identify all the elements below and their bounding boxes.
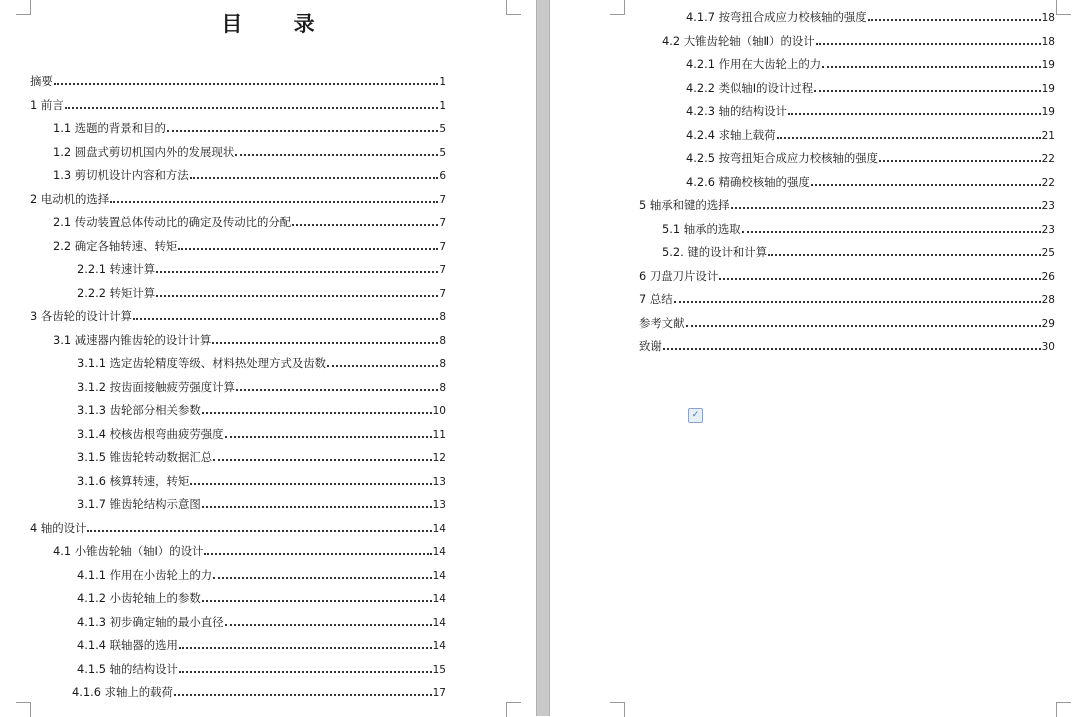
toc-entry[interactable] [639,30,1055,54]
toc-leader-dots [190,483,431,485]
toc-entry-label: 4.1 小锥齿轮轴（轴Ⅰ）的设计 [53,544,204,558]
toc-entry[interactable] [30,376,446,400]
toc-leader-dots [811,184,1041,186]
toc-leader-dots [236,389,438,391]
toc-page-number: 1 [439,76,446,88]
toc-page-number: 13 [432,499,446,511]
toc-page-number: 6 [439,170,446,182]
toc-entry[interactable] [639,265,1055,289]
toc-entry-label: 3.1 减速器内锥齿轮的设计计算 [53,332,212,347]
toc-page-number: 14 [432,546,446,558]
toc-entry-label: 4.2.2 类似轴Ⅰ的设计过程 [686,80,814,95]
toc-entry-label: 3.1.2 按齿面接触疲劳强度计算 [77,379,235,394]
toc-leader-dots [178,248,438,250]
toc-page-number: 19 [1041,106,1055,118]
crop-mark [1056,702,1071,717]
toc-page-number: 30 [1041,341,1055,353]
toc-entry[interactable] [30,282,446,306]
toc-title: 目 录 [221,12,337,36]
toc-entry-label: 3.1.5 锥齿轮转动数据汇总 [77,450,213,464]
toc-entry[interactable] [30,211,446,235]
toc-page-number: 19 [1041,59,1055,71]
toc-entry-label: 3.1.4 校核齿根弯曲疲劳强度 [77,426,224,441]
toc-entry[interactable] [639,6,1055,30]
toc-entry-label: 4.1.6 求轴上的载荷 [72,685,173,699]
toc-entry[interactable] [30,235,446,259]
toc-leader-dots [225,624,432,626]
toc-entry-label: 4.2.6 精确校核轴的强度 [686,174,810,189]
toc-page-number: 7 [439,264,446,276]
toc-leader-dots [133,318,438,320]
toc-leader-dots [816,43,1041,45]
toc-entry-label: 1.3 剪切机设计内容和方法 [53,168,189,182]
toc-leader-dots [156,295,438,297]
toc-entry[interactable] [30,399,446,423]
toc-entry-label: 参考文献 [639,315,685,330]
toc-entry[interactable] [639,241,1055,265]
toc-entry[interactable] [30,258,446,282]
toc-page-number: 15 [432,663,446,676]
toc-entry-label: 7 总结 [639,292,673,306]
toc-entry[interactable] [639,335,1055,359]
toc-page-number: 14 [432,593,446,605]
toc-entry-label: 1.2 圆盘式剪切机国内外的发展现状 [53,144,235,159]
toc-entry[interactable] [30,188,446,212]
toc-page-number: 13 [432,475,446,488]
toc-leader-dots [179,671,432,673]
toc-entry-label: 4 轴的设计 [30,520,87,535]
document-page-left [0,0,536,716]
toc-entry-label: 4.2.5 按弯扭矩合成应力校核轴的强度 [686,151,879,165]
document-page-right [550,0,1084,716]
toc-entry[interactable] [30,117,446,141]
toc-page-number: 29 [1041,317,1055,330]
toc-page-number: 8 [439,358,446,370]
toc-leader-dots [868,19,1041,21]
toc-page-number: 7 [439,193,446,206]
toc-list-right [639,6,1055,359]
toc-entry[interactable] [30,94,446,118]
toc-page-number: 7 [439,287,446,300]
toc-entry-label: 6 刀盘刀片设计 [639,268,719,283]
toc-leader-dots [235,154,438,156]
toc-leader-dots [179,647,432,649]
toc-page-number: 8 [439,381,446,394]
toc-entry[interactable] [30,681,446,705]
toc-entry-label: 致谢 [639,339,662,353]
toc-entry-label: 1.1 选题的背景和目的 [53,121,166,135]
toc-entry[interactable] [30,540,446,564]
toc-entry[interactable] [639,124,1055,148]
toc-entry[interactable] [30,611,446,635]
toc-entry[interactable] [30,446,446,470]
page-gutter [536,0,550,716]
toc-leader-dots [788,113,1041,115]
toc-entry-label: 2.2.2 转矩计算 [77,285,156,300]
toc-page-number: 1 [439,99,446,112]
toc-entry-label: 3.1.1 选定齿轮精度等级、材料热处理方式及齿数 [77,356,327,370]
toc-page-number: 28 [1041,294,1055,306]
toc-entry[interactable] [30,658,446,682]
toc-entry[interactable] [639,171,1055,195]
crop-mark [1056,0,1071,15]
toc-entry-label: 4.2.4 求轴上载荷 [686,127,776,142]
toc-entry-label: 1 前言 [30,97,64,112]
toc-page-number: 8 [439,311,446,323]
toc-entry-label: 4.1.5 轴的结构设计 [77,661,178,676]
toc-entry-label: 5.1 轴承的选取 [662,221,741,236]
toc-leader-dots [174,694,432,696]
toc-entry[interactable] [30,305,446,329]
toc-entry[interactable] [30,70,446,94]
toc-page-number: 22 [1041,153,1055,165]
toc-entry-label: 4.1.7 按弯扭合成应力校核轴的强度 [686,10,867,24]
toc-leader-dots [822,66,1041,68]
toc-page-number: 14 [432,522,446,535]
toc-page-number: 23 [1041,200,1055,212]
toc-page-number: 7 [439,240,446,253]
toc-entry[interactable] [30,329,446,353]
toc-entry[interactable] [639,194,1055,218]
toc-leader-dots [167,130,438,132]
toc-page-number: 19 [1041,82,1055,95]
toc-entry[interactable] [30,564,446,588]
crop-mark [506,702,521,717]
toc-page-number: 21 [1041,129,1055,142]
toc-entry-label: 4.1.3 初步确定轴的最小直径 [77,614,224,629]
toc-leader-dots [202,506,432,508]
toc-leader-dots [686,325,1041,327]
toc-entry-label: 2.2.1 转速计算 [77,262,156,276]
toc-entry-label: 2 电动机的选择 [30,191,110,206]
toc-leader-dots [663,348,1041,350]
toc-page-number: 8 [439,334,446,347]
toc-entry-label: 4.1.1 作用在小齿轮上的力 [77,567,213,582]
toc-leader-dots [814,90,1041,92]
toc-leader-dots [674,301,1041,303]
toc-leader-dots [742,231,1041,233]
toc-page-number: 7 [439,217,446,229]
toc-entry-label: 摘要 [30,74,53,88]
toc-leader-dots [213,577,432,579]
toc-page-number: 18 [1041,12,1055,24]
toc-entry[interactable] [639,100,1055,124]
toc-leader-dots [202,600,432,602]
toc-page-number: 25 [1041,247,1055,259]
toc-page-number: 5 [439,123,446,135]
toc-entry[interactable] [639,77,1055,101]
toc-page-number: 18 [1041,35,1055,48]
toc-entry[interactable] [30,587,446,611]
toc-leader-dots [204,553,431,555]
toc-entry-label: 4.1.4 联轴器的选用 [77,638,178,652]
toc-leader-dots [225,436,432,438]
toc-entry-label: 3.1.3 齿轮部分相关参数 [77,403,201,417]
toc-entry-label: 3.1.6 核算转速，转矩 [77,473,190,488]
toc-entry-label: 4.2.1 作用在大齿轮上的力 [686,57,822,71]
crop-mark [610,702,625,717]
toc-entry[interactable] [30,493,446,517]
toc-leader-dots [110,201,438,203]
toc-leader-dots [65,107,439,109]
toc-leader-dots [212,342,438,344]
toc-leader-dots [327,365,438,367]
toc-leader-dots [292,224,438,226]
toc-entry-label: 2.2 确定各轴转速、转矩 [53,238,178,253]
toc-leader-dots [87,530,431,532]
toc-entry[interactable] [30,634,446,658]
toc-entry[interactable] [30,352,446,376]
toc-page-number: 23 [1041,223,1055,236]
toc-list-left [30,70,446,705]
toc-page-number: 14 [432,616,446,629]
toc-page-number: 14 [432,640,446,652]
toc-entry[interactable] [30,141,446,165]
crop-mark [610,0,625,15]
toc-page-number: 14 [432,569,446,582]
toc-entry[interactable] [639,53,1055,77]
toc-leader-dots [731,207,1041,209]
crop-mark [16,702,31,717]
toc-entry[interactable] [639,147,1055,171]
toc-entry-label: 3.1.7 锥齿轮结构示意图 [77,497,201,511]
toc-entry-label: 4.2.3 轴的结构设计 [686,104,787,118]
toc-entry-label: 3 各齿轮的设计计算 [30,309,132,323]
toc-entry[interactable] [30,164,446,188]
toc-leader-dots [768,254,1041,256]
toc-leader-dots [879,160,1041,162]
toc-leader-dots [190,177,439,179]
toc-leader-dots [54,83,439,85]
toc-page-number: 11 [432,428,446,441]
toc-entry-label: 2.1 传动装置总体传动比的确定及传动比的分配 [53,215,292,229]
toc-entry-label: 5 轴承和键的选择 [639,198,730,212]
toc-page-number: 10 [432,405,446,417]
toc-page-number: 12 [432,452,446,464]
toc-entry[interactable] [639,218,1055,242]
toc-entry-label: 4.1.2 小齿轮轴上的参数 [77,591,201,605]
toc-page-number: 26 [1041,270,1055,283]
toc-leader-dots [202,412,432,414]
toc-page-number: 22 [1041,176,1055,189]
toc-entry[interactable] [30,517,446,541]
toc-page-number: 5 [439,146,446,159]
toc-leader-dots [777,137,1041,139]
paste-options-icon[interactable]: ✓ [688,408,703,423]
toc-entry[interactable] [639,288,1055,312]
toc-entry-label: 5.2. 键的设计和计算 [662,245,768,259]
toc-leader-dots [213,459,432,461]
toc-leader-dots [156,271,438,273]
toc-leader-dots [719,278,1040,280]
toc-page-number: 17 [432,687,446,699]
toc-entry[interactable] [30,470,446,494]
toc-entry-label: 4.2 大锥齿轮轴（轴Ⅱ）的设计 [662,33,815,48]
toc-entry[interactable] [30,423,446,447]
toc-entry[interactable] [639,312,1055,336]
